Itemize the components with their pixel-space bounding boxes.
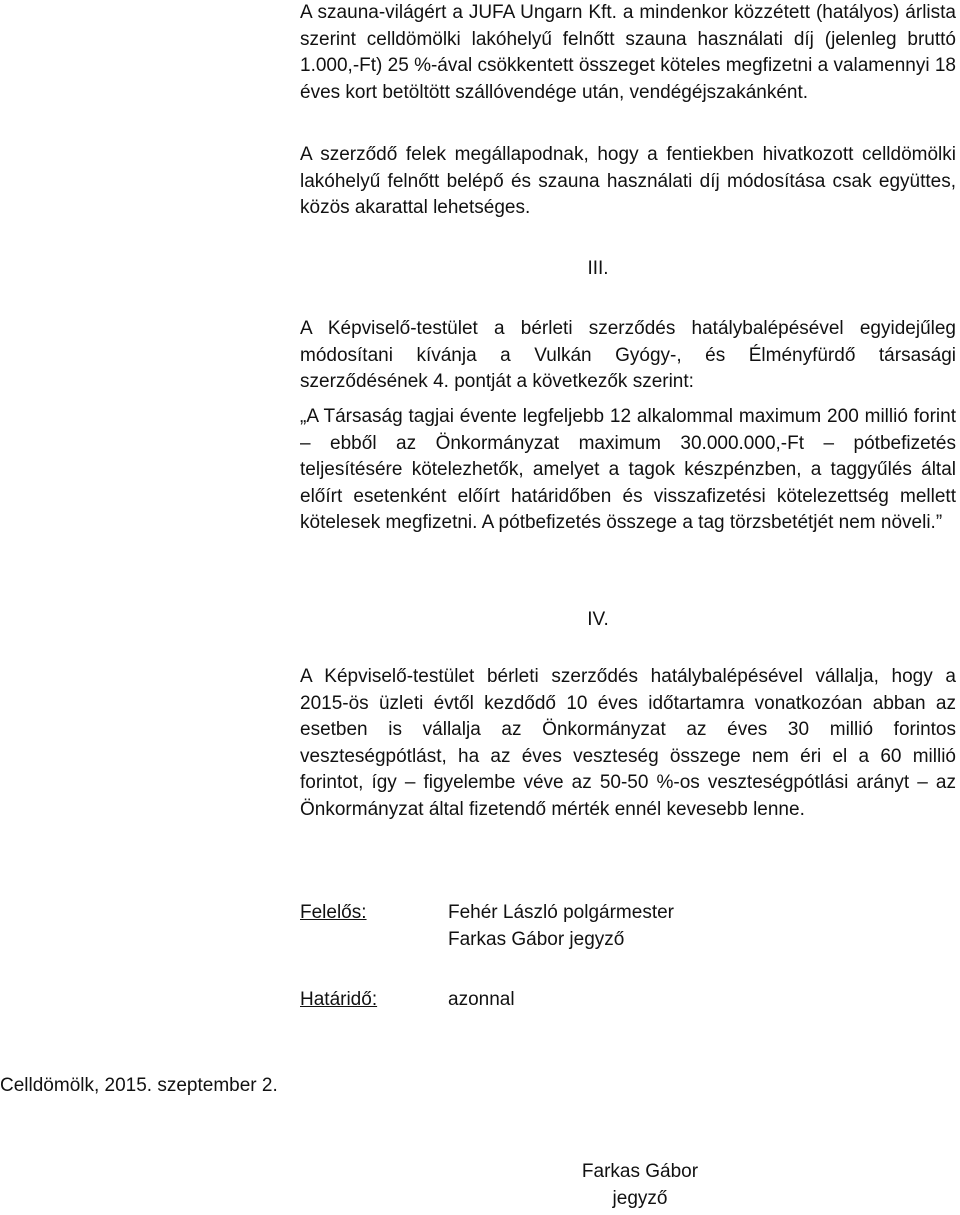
signer-name: Farkas Gábor: [581, 1161, 699, 1182]
paragraph-section-3-intro: A Képviselő-testület a bérleti szerződés hatálybalépésével egyidejűleg módosítani kívánja a Vulkán Gyógy-, és Élményfürdő társasági szerződésének 4. pontját a következők szerint:: [300, 318, 956, 393]
responsible-person-1: Fehér László polgármester: [448, 902, 674, 923]
paragraph-section-4: A Képviselő-testület bérleti szerződés hatálybalépésével vállalja, hogy a 2015-ös üzleti évtől kezdődő 10 éves időtartamra vonatkozóan abban az esetben is vállalja az Önkormányzat az éves 30 millió forintos veszteségpótlást, ha az éves veszteség összege nem éri el a 60 millió forintot, így – figyelembe véve az 50-50 %-os veszteségpótlási arányt – az Önkormányzat által fizetendő mérték ennél kevesebb lenne.: [300, 666, 956, 820]
paragraph-section-3-quote: „A Társaság tagjai évente legfeljebb 12 alkalommal maximum 200 millió forint – ebből az Önkormányzat maximum 30.000.000,-Ft – pótbefizetés teljesítésére kötelezhetők, amelyet a tagok készpénzben, a taggyűlés által előírt esetenként előírt határidőben és visszafizetési kötelezettség mellett kötelesek megfizetni. A pótbefizetés összege a tag törzsbetétjét nem növeli.”: [300, 406, 956, 534]
deadline-value: azonnal: [448, 989, 515, 1010]
section-heading-4: IV.: [587, 609, 609, 630]
signature-block: [560, 1158, 720, 1212]
paragraph-joint-modification: A szerződő felek megállapodnak, hogy a fentiekben hivatkozott celldömölki lakóhelyű felnőtt belépő és szauna használati díj módosítása csak együttes, közös akarattal lehetséges.: [300, 144, 956, 219]
paragraph-sauna-fee: A szauna-világért a JUFA Ungarn Kft. a mindenkor közzétett (hatályos) árlista szerint celldömölki lakóhelyű felnőtt szauna használati díj (jelenleg bruttó 1.000,-Ft) 25 %-ával csökkentett összeget köteles megfizetni a valamennyi 18 éves kort betöltött szállóvendége után, vendégéjszakánként.: [300, 2, 956, 103]
responsible-person-2: Farkas Gábor jegyző: [448, 929, 625, 950]
place-and-date: Celldömölk, 2015. szeptember 2.: [0, 1075, 278, 1096]
section-heading-3: III.: [587, 258, 609, 279]
responsible-label: Felelős:: [300, 902, 367, 923]
deadline-label: Határidő:: [300, 989, 378, 1010]
signer-title: jegyző: [612, 1188, 668, 1209]
